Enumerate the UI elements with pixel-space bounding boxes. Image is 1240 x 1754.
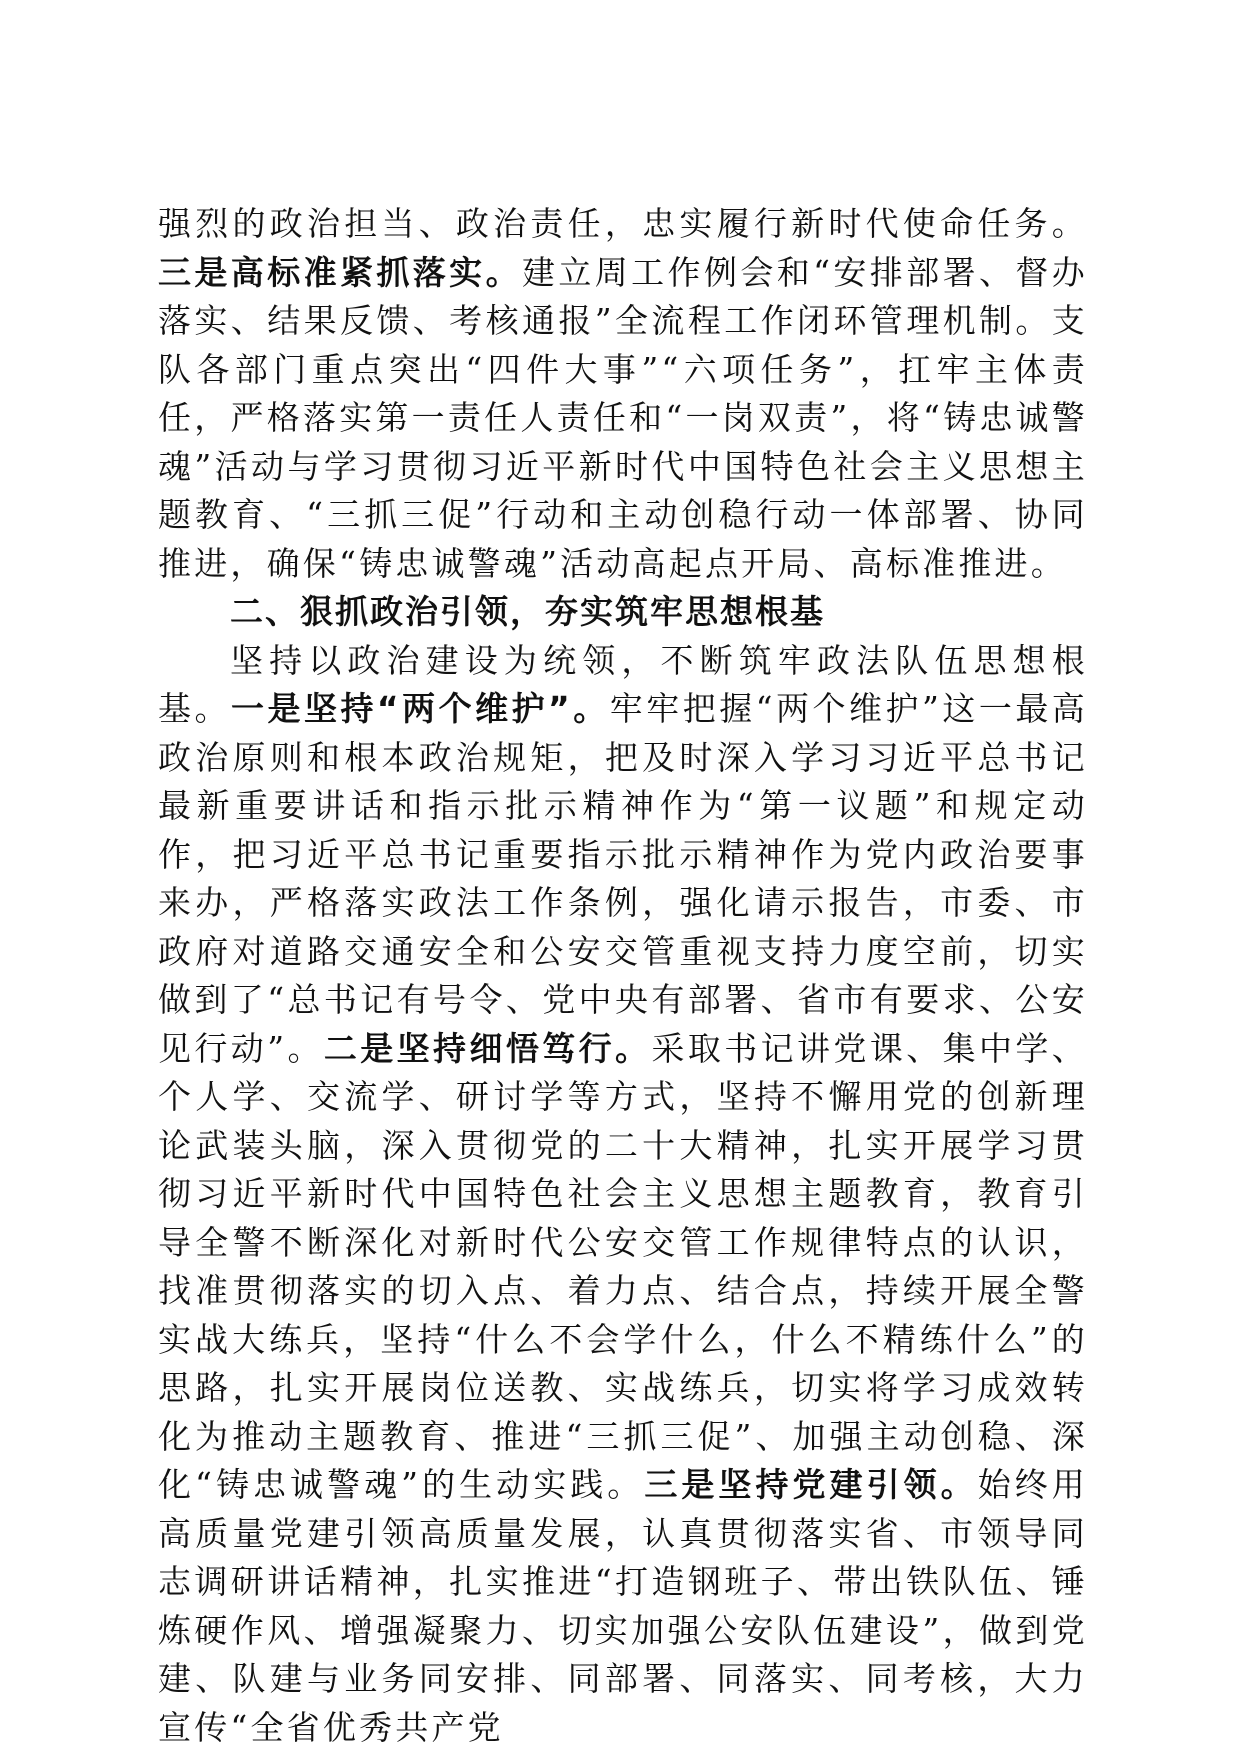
bold-point-three: 三是坚持党建引领。 bbox=[644, 1465, 978, 1504]
paragraph-text: 牢牢把握“两个维护”这一最高政治原则和根本政治规矩，把及时深入学习习近平总书记最新重要讲话和指示批示精神作为“第一议题”和规定动作，把习近平总书记重要指示批示精神作为党内政治要事来办，严格落实政法工作条例，强化请示报告，市委、市政府对道路交通安全和公安交管重视支持力度空前，切实做到了“总书记有号令、党中央有部署、省市有要求、公安见行动”。 bbox=[158, 689, 1089, 1068]
paragraph-text: 坚持以政治建设为统领，不断筑牢政法队伍思想根基。 bbox=[158, 640, 1088, 728]
bold-point-one: 一是坚持“两个维护”。 bbox=[230, 689, 610, 728]
paragraph-text: 始终用高质量党建引领高质量发展，认真贯彻落实省、市领导同志调研讲话精神，扎实推进“打造钢班子、带出铁队伍、锤炼硬作风、增强凝聚力、切实加强公安队伍建设”，做到党建、队建与业务同安排、同部署、同落实、同考核，大力宣传“全省优秀共产党 bbox=[158, 1465, 1088, 1747]
paragraph-political-leadership bbox=[158, 637, 1088, 1753]
bold-point-two: 二是坚持细悟笃行。 bbox=[323, 1028, 652, 1068]
paragraph-text: 采取书记讲党课、集中学、个人学、交流学、研讨学等方式，坚持不懈用党的创新理论武装头脑，深入贯彻党的二十大精神，扎实开展学习贯彻习近平新时代中国特色社会主义思想主题教育，教育引导全警不断深化对新时代公安交管工作规律特点的认识，找准贯彻落实的切入点、着力点、结合点，持续开展全警实战大练兵，坚持“什么不会学什么，什么不精练什么”的思路，扎实开展岗位送教、实战练兵，切实将学习成效转化为推动主题教育、推进“三抓三促”、加强主动创稳、深化“铸忠诚警魂”的生动实践。 bbox=[158, 1028, 1088, 1504]
bold-point-three: 三是高标准紧抓落实。 bbox=[158, 252, 522, 292]
paragraph-text: 强烈的政治担当、政治责任，忠实履行新时代使命任务。 bbox=[158, 204, 1088, 243]
section-heading: 二、狠抓政治引领，夯实筑牢思想根基 bbox=[230, 592, 825, 631]
document-body bbox=[158, 200, 1088, 1752]
paragraph-continued bbox=[158, 200, 1088, 588]
paragraph-text: 建立周工作例会和“安排部署、督办落实、结果反馈、考核通报”全流程工作闭环管理机制。支队各部门重点突出“四件大事”“六项任务”，扛牢主体责任，严格落实第一责任人责任和“一岗双责”，将“铸忠诚警魂”活动与学习贯彻习近平新时代中国特色社会主义思想主题教育、“三抓三促”行动和主动创稳行动一体部署、协同推进，确保“铸忠诚警魂”活动高起点开局、高标准推进。 bbox=[158, 252, 1088, 583]
